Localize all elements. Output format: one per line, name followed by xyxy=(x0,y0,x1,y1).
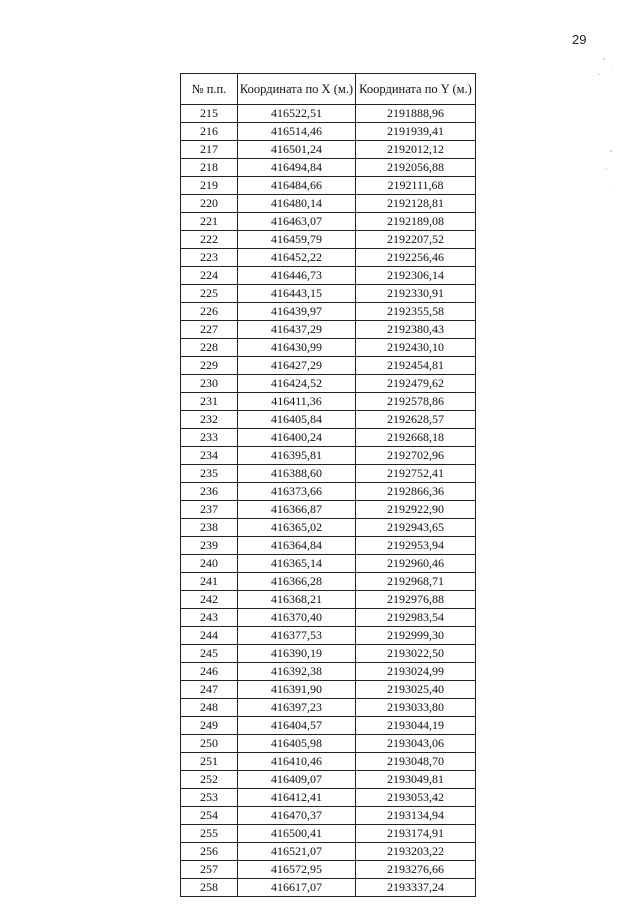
cell-x-coordinate: 416427,29 xyxy=(238,357,356,375)
table-row xyxy=(181,285,476,303)
cell-y-coordinate: 2192866,36 xyxy=(356,483,476,501)
cell-point-number: 256 xyxy=(181,843,238,861)
cell-y-coordinate: 2193174,91 xyxy=(356,825,476,843)
cell-point-number: 222 xyxy=(181,231,238,249)
cell-point-number: 215 xyxy=(181,105,238,123)
cell-point-number: 241 xyxy=(181,573,238,591)
cell-point-number: 233 xyxy=(181,429,238,447)
cell-x-coordinate: 416390,19 xyxy=(238,645,356,663)
cell-y-coordinate: 2192578,86 xyxy=(356,393,476,411)
table-row xyxy=(181,609,476,627)
scan-speck xyxy=(613,185,614,186)
cell-point-number: 253 xyxy=(181,789,238,807)
cell-x-coordinate: 416446,73 xyxy=(238,267,356,285)
table-row xyxy=(181,465,476,483)
cell-y-coordinate: 2193043,06 xyxy=(356,735,476,753)
scan-speck xyxy=(606,168,607,170)
table-body xyxy=(181,105,476,897)
cell-point-number: 246 xyxy=(181,663,238,681)
cell-y-coordinate: 2191939,41 xyxy=(356,123,476,141)
cell-point-number: 245 xyxy=(181,645,238,663)
cell-x-coordinate: 416470,37 xyxy=(238,807,356,825)
table-row xyxy=(181,861,476,879)
table-row xyxy=(181,447,476,465)
cell-y-coordinate: 2193337,24 xyxy=(356,879,476,897)
table-row xyxy=(181,123,476,141)
table-row xyxy=(181,303,476,321)
cell-x-coordinate: 416366,87 xyxy=(238,501,356,519)
cell-y-coordinate: 2192207,52 xyxy=(356,231,476,249)
table-row xyxy=(181,879,476,897)
table-row xyxy=(181,591,476,609)
cell-x-coordinate: 416395,81 xyxy=(238,447,356,465)
table-row xyxy=(181,177,476,195)
cell-x-coordinate: 416439,97 xyxy=(238,303,356,321)
table-row xyxy=(181,807,476,825)
table-row xyxy=(181,789,476,807)
cell-y-coordinate: 2192752,41 xyxy=(356,465,476,483)
cell-point-number: 243 xyxy=(181,609,238,627)
cell-x-coordinate: 416364,84 xyxy=(238,537,356,555)
table-row xyxy=(181,357,476,375)
cell-point-number: 252 xyxy=(181,771,238,789)
table-row xyxy=(181,843,476,861)
table-row xyxy=(181,393,476,411)
cell-x-coordinate: 416411,36 xyxy=(238,393,356,411)
cell-y-coordinate: 2193048,70 xyxy=(356,753,476,771)
cell-x-coordinate: 416452,22 xyxy=(238,249,356,267)
table-row xyxy=(181,249,476,267)
page-number: 29 xyxy=(572,32,587,47)
cell-point-number: 219 xyxy=(181,177,238,195)
table-row xyxy=(181,105,476,123)
scan-speck xyxy=(611,66,612,67)
scan-speck xyxy=(603,58,605,60)
cell-x-coordinate: 416494,84 xyxy=(238,159,356,177)
cell-x-coordinate: 416412,41 xyxy=(238,789,356,807)
cell-x-coordinate: 416501,24 xyxy=(238,141,356,159)
cell-x-coordinate: 416365,14 xyxy=(238,555,356,573)
cell-point-number: 242 xyxy=(181,591,238,609)
cell-y-coordinate: 2192922,90 xyxy=(356,501,476,519)
cell-point-number: 230 xyxy=(181,375,238,393)
cell-y-coordinate: 2193024,99 xyxy=(356,663,476,681)
cell-point-number: 227 xyxy=(181,321,238,339)
table-row xyxy=(181,753,476,771)
cell-y-coordinate: 2192380,43 xyxy=(356,321,476,339)
cell-y-coordinate: 2193033,80 xyxy=(356,699,476,717)
cell-x-coordinate: 416370,40 xyxy=(238,609,356,627)
cell-x-coordinate: 416405,84 xyxy=(238,411,356,429)
cell-x-coordinate: 416404,57 xyxy=(238,717,356,735)
cell-point-number: 255 xyxy=(181,825,238,843)
cell-point-number: 220 xyxy=(181,195,238,213)
cell-y-coordinate: 2192702,96 xyxy=(356,447,476,465)
cell-x-coordinate: 416484,66 xyxy=(238,177,356,195)
cell-x-coordinate: 416430,99 xyxy=(238,339,356,357)
cell-y-coordinate: 2193276,66 xyxy=(356,861,476,879)
cell-y-coordinate: 2192012,12 xyxy=(356,141,476,159)
cell-y-coordinate: 2192976,88 xyxy=(356,591,476,609)
table-row xyxy=(181,699,476,717)
cell-x-coordinate: 416521,07 xyxy=(238,843,356,861)
cell-x-coordinate: 416388,60 xyxy=(238,465,356,483)
cell-x-coordinate: 416514,46 xyxy=(238,123,356,141)
table-row xyxy=(181,663,476,681)
cell-point-number: 239 xyxy=(181,537,238,555)
table-row xyxy=(181,141,476,159)
cell-point-number: 232 xyxy=(181,411,238,429)
table-row xyxy=(181,555,476,573)
table-row xyxy=(181,195,476,213)
cell-point-number: 244 xyxy=(181,627,238,645)
cell-x-coordinate: 416522,51 xyxy=(238,105,356,123)
scan-speck xyxy=(598,74,600,75)
cell-y-coordinate: 2193203,22 xyxy=(356,843,476,861)
cell-point-number: 225 xyxy=(181,285,238,303)
table-row xyxy=(181,573,476,591)
cell-point-number: 231 xyxy=(181,393,238,411)
cell-point-number: 223 xyxy=(181,249,238,267)
cell-y-coordinate: 2192430,10 xyxy=(356,339,476,357)
table-row xyxy=(181,411,476,429)
table-row xyxy=(181,483,476,501)
cell-x-coordinate: 416443,15 xyxy=(238,285,356,303)
cell-point-number: 257 xyxy=(181,861,238,879)
cell-point-number: 240 xyxy=(181,555,238,573)
cell-y-coordinate: 2192943,65 xyxy=(356,519,476,537)
cell-y-coordinate: 2191888,96 xyxy=(356,105,476,123)
cell-y-coordinate: 2193044,19 xyxy=(356,717,476,735)
cell-x-coordinate: 416572,95 xyxy=(238,861,356,879)
cell-y-coordinate: 2192355,58 xyxy=(356,303,476,321)
coordinates-table xyxy=(180,73,476,897)
cell-x-coordinate: 416405,98 xyxy=(238,735,356,753)
table-row xyxy=(181,267,476,285)
cell-x-coordinate: 416373,66 xyxy=(238,483,356,501)
cell-y-coordinate: 2192189,08 xyxy=(356,213,476,231)
cell-point-number: 251 xyxy=(181,753,238,771)
cell-point-number: 218 xyxy=(181,159,238,177)
header-row xyxy=(181,74,476,105)
cell-x-coordinate: 416368,21 xyxy=(238,591,356,609)
cell-x-coordinate: 416391,90 xyxy=(238,681,356,699)
cell-y-coordinate: 2192306,14 xyxy=(356,267,476,285)
cell-point-number: 248 xyxy=(181,699,238,717)
table-row xyxy=(181,735,476,753)
cell-x-coordinate: 416480,14 xyxy=(238,195,356,213)
cell-y-coordinate: 2193049,81 xyxy=(356,771,476,789)
cell-y-coordinate: 2192128,81 xyxy=(356,195,476,213)
cell-point-number: 237 xyxy=(181,501,238,519)
cell-x-coordinate: 416392,38 xyxy=(238,663,356,681)
table-row xyxy=(181,429,476,447)
cell-y-coordinate: 2192668,18 xyxy=(356,429,476,447)
cell-x-coordinate: 416366,28 xyxy=(238,573,356,591)
cell-point-number: 250 xyxy=(181,735,238,753)
table-row xyxy=(181,645,476,663)
cell-y-coordinate: 2192983,54 xyxy=(356,609,476,627)
cell-x-coordinate: 416437,29 xyxy=(238,321,356,339)
cell-x-coordinate: 416424,52 xyxy=(238,375,356,393)
cell-point-number: 216 xyxy=(181,123,238,141)
cell-x-coordinate: 416409,07 xyxy=(238,771,356,789)
cell-y-coordinate: 2193025,40 xyxy=(356,681,476,699)
cell-x-coordinate: 416463,07 xyxy=(238,213,356,231)
table-row xyxy=(181,375,476,393)
cell-x-coordinate: 416365,02 xyxy=(238,519,356,537)
cell-y-coordinate: 2192628,57 xyxy=(356,411,476,429)
cell-point-number: 249 xyxy=(181,717,238,735)
table-row xyxy=(181,627,476,645)
cell-point-number: 226 xyxy=(181,303,238,321)
cell-point-number: 258 xyxy=(181,879,238,897)
cell-x-coordinate: 416459,79 xyxy=(238,231,356,249)
scan-speck xyxy=(610,150,612,152)
table-row xyxy=(181,771,476,789)
table-row xyxy=(181,213,476,231)
cell-point-number: 247 xyxy=(181,681,238,699)
cell-y-coordinate: 2193022,50 xyxy=(356,645,476,663)
table-row xyxy=(181,339,476,357)
cell-x-coordinate: 416400,24 xyxy=(238,429,356,447)
cell-point-number: 254 xyxy=(181,807,238,825)
cell-point-number: 228 xyxy=(181,339,238,357)
cell-y-coordinate: 2192111,68 xyxy=(356,177,476,195)
cell-point-number: 229 xyxy=(181,357,238,375)
table-row xyxy=(181,717,476,735)
cell-x-coordinate: 416377,53 xyxy=(238,627,356,645)
cell-point-number: 234 xyxy=(181,447,238,465)
cell-point-number: 221 xyxy=(181,213,238,231)
header-x-coordinate: Координата по X (м.) xyxy=(238,74,356,105)
table-row xyxy=(181,321,476,339)
cell-y-coordinate: 2192256,46 xyxy=(356,249,476,267)
header-point-number: № п.п. xyxy=(181,74,238,105)
cell-x-coordinate: 416617,07 xyxy=(238,879,356,897)
cell-y-coordinate: 2193134,94 xyxy=(356,807,476,825)
cell-y-coordinate: 2192999,30 xyxy=(356,627,476,645)
cell-x-coordinate: 416397,23 xyxy=(238,699,356,717)
table-header xyxy=(181,74,476,105)
header-y-coordinate: Координата по Y (м.) xyxy=(356,74,476,105)
table-row xyxy=(181,825,476,843)
cell-point-number: 217 xyxy=(181,141,238,159)
cell-y-coordinate: 2192479,62 xyxy=(356,375,476,393)
table-row xyxy=(181,519,476,537)
cell-point-number: 236 xyxy=(181,483,238,501)
cell-y-coordinate: 2192953,94 xyxy=(356,537,476,555)
table-row xyxy=(181,501,476,519)
cell-y-coordinate: 2192056,88 xyxy=(356,159,476,177)
cell-point-number: 235 xyxy=(181,465,238,483)
cell-y-coordinate: 2193053,42 xyxy=(356,789,476,807)
cell-y-coordinate: 2192960,46 xyxy=(356,555,476,573)
table-row xyxy=(181,231,476,249)
cell-x-coordinate: 416500,41 xyxy=(238,825,356,843)
cell-point-number: 224 xyxy=(181,267,238,285)
cell-y-coordinate: 2192454,81 xyxy=(356,357,476,375)
cell-point-number: 238 xyxy=(181,519,238,537)
cell-y-coordinate: 2192968,71 xyxy=(356,573,476,591)
table-row xyxy=(181,537,476,555)
table-row xyxy=(181,681,476,699)
table-row xyxy=(181,159,476,177)
cell-y-coordinate: 2192330,91 xyxy=(356,285,476,303)
cell-x-coordinate: 416410,46 xyxy=(238,753,356,771)
